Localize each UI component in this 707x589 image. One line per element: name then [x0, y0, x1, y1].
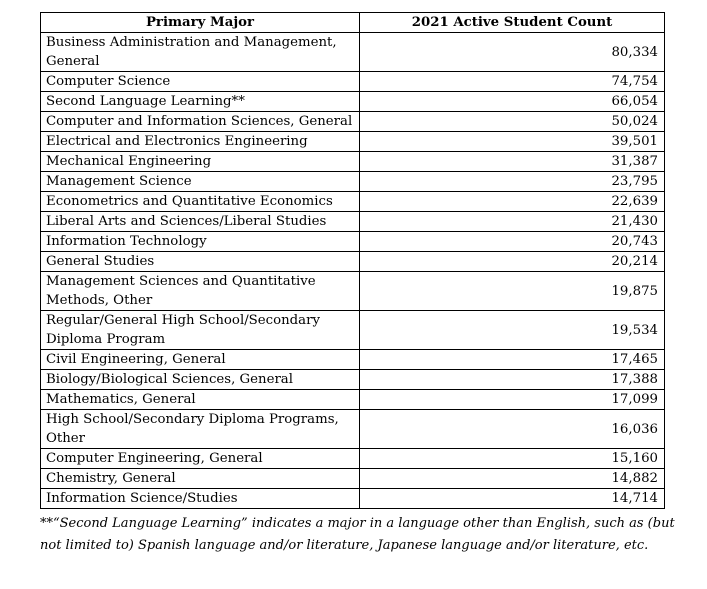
header-primary-major: Primary Major [41, 13, 360, 33]
cell-major: Regular/General High School/Secondary Diploma Program [41, 311, 360, 350]
cell-count: 50,024 [360, 112, 665, 132]
table-row [41, 370, 665, 390]
cell-major: Business Administration and Management, General [41, 33, 360, 72]
cell-major: Management Sciences and Quantitative Methods, Other [41, 272, 360, 311]
table-row [41, 72, 665, 92]
table-row [41, 410, 665, 449]
table-row [41, 112, 665, 132]
cell-count: 20,214 [360, 252, 665, 272]
cell-major: Information Science/Studies [41, 489, 360, 509]
cell-count: 66,054 [360, 92, 665, 112]
cell-major: Computer Science [41, 72, 360, 92]
cell-major: General Studies [41, 252, 360, 272]
cell-count: 39,501 [360, 132, 665, 152]
cell-count: 31,387 [360, 152, 665, 172]
table-row [41, 311, 665, 350]
cell-count: 20,743 [360, 232, 665, 252]
cell-count: 15,160 [360, 449, 665, 469]
table-row [41, 252, 665, 272]
cell-count: 16,036 [360, 410, 665, 449]
cell-count: 17,099 [360, 390, 665, 410]
cell-major: Liberal Arts and Sciences/Liberal Studies [41, 212, 360, 232]
cell-major: Biology/Biological Sciences, General [41, 370, 360, 390]
table-row [41, 192, 665, 212]
cell-count: 14,882 [360, 469, 665, 489]
cell-major: Econometrics and Quantitative Economics [41, 192, 360, 212]
cell-count: 19,534 [360, 311, 665, 350]
cell-major: Management Science [41, 172, 360, 192]
cell-major: Mathematics, General [41, 390, 360, 410]
table-row [41, 449, 665, 469]
cell-major: Civil Engineering, General [41, 350, 360, 370]
document-body [40, 12, 675, 557]
cell-count: 17,465 [360, 350, 665, 370]
table-row [41, 92, 665, 112]
cell-major: High School/Secondary Diploma Programs, Other [41, 410, 360, 449]
table-header-row [41, 13, 665, 33]
cell-major: Computer Engineering, General [41, 449, 360, 469]
table-row [41, 469, 665, 489]
cell-major: Information Technology [41, 232, 360, 252]
cell-count: 21,430 [360, 212, 665, 232]
cell-count: 22,639 [360, 192, 665, 212]
cell-count: 14,714 [360, 489, 665, 509]
majors-table [40, 12, 665, 509]
cell-count: 74,754 [360, 72, 665, 92]
table-row [41, 390, 665, 410]
cell-major: Chemistry, General [41, 469, 360, 489]
table-row [41, 272, 665, 311]
cell-major: Second Language Learning** [41, 92, 360, 112]
table-row [41, 172, 665, 192]
cell-major: Computer and Information Sciences, General [41, 112, 360, 132]
cell-major: Electrical and Electronics Engineering [41, 132, 360, 152]
table-row [41, 212, 665, 232]
cell-major: Mechanical Engineering [41, 152, 360, 172]
cell-count: 80,334 [360, 33, 665, 72]
table-row [41, 350, 665, 370]
table-row [41, 132, 665, 152]
table-body [41, 33, 665, 509]
table-row [41, 33, 665, 72]
cell-count: 23,795 [360, 172, 665, 192]
table-row [41, 232, 665, 252]
footnote: **“Second Language Learning” indicates a major in a language other than English, such as (but not limited to) Spanish language and/or literature, Japanese language and/or literature, etc. [40, 516, 675, 553]
cell-count: 17,388 [360, 370, 665, 390]
table-row [41, 489, 665, 509]
header-student-count: 2021 Active Student Count [360, 13, 665, 33]
cell-count: 19,875 [360, 272, 665, 311]
table-row [41, 152, 665, 172]
